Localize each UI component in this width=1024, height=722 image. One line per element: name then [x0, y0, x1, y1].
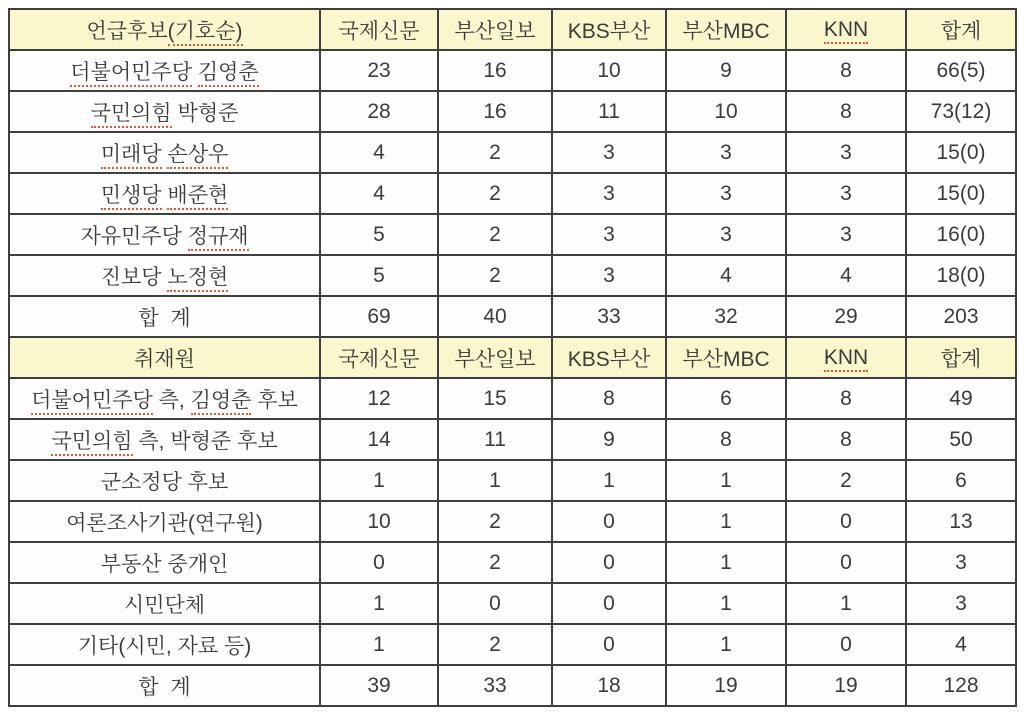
- column-header: [320, 9, 438, 50]
- cell-value: 12: [320, 378, 438, 419]
- cell-value: 10: [320, 501, 438, 542]
- cell-value: 15: [438, 378, 552, 419]
- row-label: [9, 91, 320, 132]
- mentioned-candidates-section: [9, 9, 1016, 337]
- row-label: [9, 214, 320, 255]
- cell-value: 3: [906, 583, 1016, 624]
- row-label: [9, 624, 320, 665]
- spellcheck-underlined-text: KNN: [824, 346, 868, 372]
- row-label: [9, 419, 320, 460]
- cell-value: 2: [438, 255, 552, 296]
- cell-value: 4: [320, 132, 438, 173]
- text-segment: KBS부산: [567, 347, 651, 371]
- cell-value: 16: [438, 50, 552, 91]
- cell-value: 1: [320, 624, 438, 665]
- cell-value: 4: [786, 255, 906, 296]
- cell-value: 203: [906, 296, 1016, 337]
- cell-value: 3: [666, 173, 786, 214]
- cell-value: 9: [666, 50, 786, 91]
- cell-value: 11: [438, 419, 552, 460]
- cell-value: 3: [552, 173, 666, 214]
- cell-value: 3: [786, 214, 906, 255]
- cell-value: 5: [320, 214, 438, 255]
- text-segment: 측,: [152, 388, 191, 412]
- cell-value: 9: [552, 419, 666, 460]
- spellcheck-underlined-text: 김영춘: [198, 61, 259, 87]
- cell-value: 0: [786, 542, 906, 583]
- cell-value: 0: [320, 542, 438, 583]
- row-label: [9, 296, 320, 337]
- text-segment: 군소정당 후보: [100, 470, 229, 494]
- cell-value: 11: [552, 91, 666, 132]
- cell-value: 1: [666, 624, 786, 665]
- column-header: [666, 9, 786, 50]
- cell-value: 1: [666, 501, 786, 542]
- cell-value: 39: [320, 665, 438, 706]
- text-segment: 부동산 중개인: [100, 552, 229, 576]
- cell-value: 4: [320, 173, 438, 214]
- cell-value: 0: [786, 624, 906, 665]
- cell-value: 8: [786, 419, 906, 460]
- text-segment: 합계: [940, 19, 982, 43]
- table-row: [9, 50, 1016, 91]
- cell-value: 0: [438, 583, 552, 624]
- spellcheck-underlined-text: 더불어민주당: [31, 389, 153, 415]
- cell-value: 8: [786, 50, 906, 91]
- text-segment: 언급후보: [86, 19, 168, 43]
- total-row: [9, 665, 1016, 706]
- text-segment: 국제신문: [338, 19, 420, 43]
- column-header: [906, 337, 1016, 378]
- text-segment: 국제신문: [338, 347, 420, 371]
- media-coverage-table-sheet: [8, 8, 1017, 707]
- cell-value: 3: [552, 255, 666, 296]
- table-row: [9, 419, 1016, 460]
- mentioned-candidates-header-row: [9, 9, 1016, 50]
- cell-value: 16: [438, 91, 552, 132]
- column-header: [666, 337, 786, 378]
- cell-value: 1: [786, 583, 906, 624]
- cell-value: 33: [552, 296, 666, 337]
- column-header: [786, 337, 906, 378]
- column-header: [438, 9, 552, 50]
- cell-value: 15(0): [906, 173, 1016, 214]
- table-row: [9, 378, 1016, 419]
- cell-value: 2: [438, 132, 552, 173]
- text-segment: 측, 박형준 후보: [132, 429, 278, 453]
- cell-value: 0: [552, 583, 666, 624]
- row-label: [9, 255, 320, 296]
- table-row: [9, 624, 1016, 665]
- cell-value: 49: [906, 378, 1016, 419]
- cell-value: 0: [552, 542, 666, 583]
- cell-value: 2: [438, 173, 552, 214]
- text-segment: 합계: [940, 347, 982, 371]
- spellcheck-underlined-text: 국민의힘: [51, 430, 132, 456]
- cell-value: 128: [906, 665, 1016, 706]
- total-row: [9, 296, 1016, 337]
- cell-value: 19: [666, 665, 786, 706]
- table-row: [9, 460, 1016, 501]
- cell-value: 2: [438, 214, 552, 255]
- spellcheck-underlined-text: 민생당: [101, 184, 162, 210]
- cell-value: 8: [786, 91, 906, 132]
- text-segment: 부산MBC: [682, 347, 770, 371]
- cell-value: 2: [438, 624, 552, 665]
- cell-value: 1: [666, 460, 786, 501]
- cell-value: 3: [552, 214, 666, 255]
- column-header: [552, 9, 666, 50]
- spellcheck-underlined-text: (기호순): [168, 20, 243, 46]
- cell-value: 0: [786, 501, 906, 542]
- row-label: [9, 378, 320, 419]
- text-segment: 기타(시민, 자료 등): [77, 634, 252, 658]
- column-header: [906, 9, 1016, 50]
- cell-value: 66(5): [906, 50, 1016, 91]
- row-label: [9, 542, 320, 583]
- text-segment: 후보: [251, 388, 298, 412]
- spellcheck-underlined-text: 미래당: [101, 143, 162, 169]
- row-label: [9, 460, 320, 501]
- spellcheck-underlined-text: 국민의힘: [91, 102, 172, 128]
- cell-value: 3: [552, 132, 666, 173]
- text-segment: 부산MBC: [682, 19, 770, 43]
- cell-value: 23: [320, 50, 438, 91]
- text-segment: KBS부산: [567, 19, 651, 43]
- cell-value: 0: [552, 501, 666, 542]
- table-row: [9, 214, 1016, 255]
- spellcheck-underlined-text: 더불어민주당: [70, 61, 192, 87]
- cell-value: 50: [906, 419, 1016, 460]
- cell-value: 8: [666, 419, 786, 460]
- text-segment: 자유민주당: [80, 224, 188, 248]
- cell-value: 13: [906, 501, 1016, 542]
- row-label: [9, 173, 320, 214]
- cell-value: 15(0): [906, 132, 1016, 173]
- row-label: [9, 501, 320, 542]
- table-row: [9, 501, 1016, 542]
- cell-value: 19: [786, 665, 906, 706]
- spellcheck-underlined-text: KNN: [824, 18, 868, 44]
- column-header: [552, 337, 666, 378]
- column-header: [786, 9, 906, 50]
- cell-value: 3: [666, 132, 786, 173]
- text-segment: 박형준: [171, 101, 239, 125]
- cell-value: 1: [438, 460, 552, 501]
- cell-value: 10: [666, 91, 786, 132]
- cell-value: 69: [320, 296, 438, 337]
- table-row: [9, 583, 1016, 624]
- cell-value: 18(0): [906, 255, 1016, 296]
- cell-value: 3: [786, 173, 906, 214]
- cell-value: 33: [438, 665, 552, 706]
- table-row: [9, 542, 1016, 583]
- spellcheck-underlined-text: 정규재: [188, 225, 249, 251]
- text-segment: 부산일보: [454, 347, 536, 371]
- cell-value: 6: [666, 378, 786, 419]
- table-row: [9, 255, 1016, 296]
- cell-value: 5: [320, 255, 438, 296]
- cell-value: 14: [320, 419, 438, 460]
- table-row: [9, 132, 1016, 173]
- cell-value: 2: [438, 542, 552, 583]
- cell-value: 40: [438, 296, 552, 337]
- row-label: [9, 132, 320, 173]
- cell-value: 0: [552, 624, 666, 665]
- cell-value: 3: [786, 132, 906, 173]
- text-segment: 합 계: [138, 675, 191, 699]
- cell-value: 3: [666, 214, 786, 255]
- spellcheck-underlined-text: 배준현: [167, 184, 228, 210]
- cell-value: 1: [552, 460, 666, 501]
- row-label: [9, 665, 320, 706]
- text-segment: 여론조사기관(연구원): [66, 511, 263, 535]
- news-sources-section: [9, 337, 1016, 706]
- cell-value: 1: [320, 460, 438, 501]
- news-sources-header-row: [9, 337, 1016, 378]
- header-label: [9, 337, 320, 378]
- text-segment: 합 계: [138, 306, 191, 330]
- spellcheck-underlined-text: 손상우: [167, 143, 228, 169]
- header-label: [9, 9, 320, 50]
- row-label: [9, 50, 320, 91]
- table-row: [9, 91, 1016, 132]
- cell-value: 8: [552, 378, 666, 419]
- cell-value: 1: [666, 542, 786, 583]
- text-segment: 진보당: [100, 265, 168, 289]
- cell-value: 8: [786, 378, 906, 419]
- cell-value: 18: [552, 665, 666, 706]
- cell-value: 29: [786, 296, 906, 337]
- cell-value: 32: [666, 296, 786, 337]
- text-segment: [192, 61, 198, 84]
- spellcheck-underlined-text: 김영춘: [191, 389, 252, 415]
- table-row: [9, 173, 1016, 214]
- cell-value: 16(0): [906, 214, 1016, 255]
- spellcheck-underlined-text: 노정현: [167, 266, 228, 292]
- cell-value: 6: [906, 460, 1016, 501]
- text-segment: 부산일보: [454, 19, 536, 43]
- coverage-count-table: [8, 8, 1017, 707]
- cell-value: 73(12): [906, 91, 1016, 132]
- cell-value: 2: [786, 460, 906, 501]
- cell-value: 4: [666, 255, 786, 296]
- column-header: [438, 337, 552, 378]
- cell-value: 3: [906, 542, 1016, 583]
- cell-value: 28: [320, 91, 438, 132]
- cell-value: 1: [320, 583, 438, 624]
- cell-value: 10: [552, 50, 666, 91]
- text-segment: 시민단체: [123, 593, 206, 617]
- column-header: [320, 337, 438, 378]
- row-label: [9, 583, 320, 624]
- cell-value: 1: [666, 583, 786, 624]
- cell-value: 2: [438, 501, 552, 542]
- cell-value: 4: [906, 624, 1016, 665]
- text-segment: 취재원: [134, 347, 195, 371]
